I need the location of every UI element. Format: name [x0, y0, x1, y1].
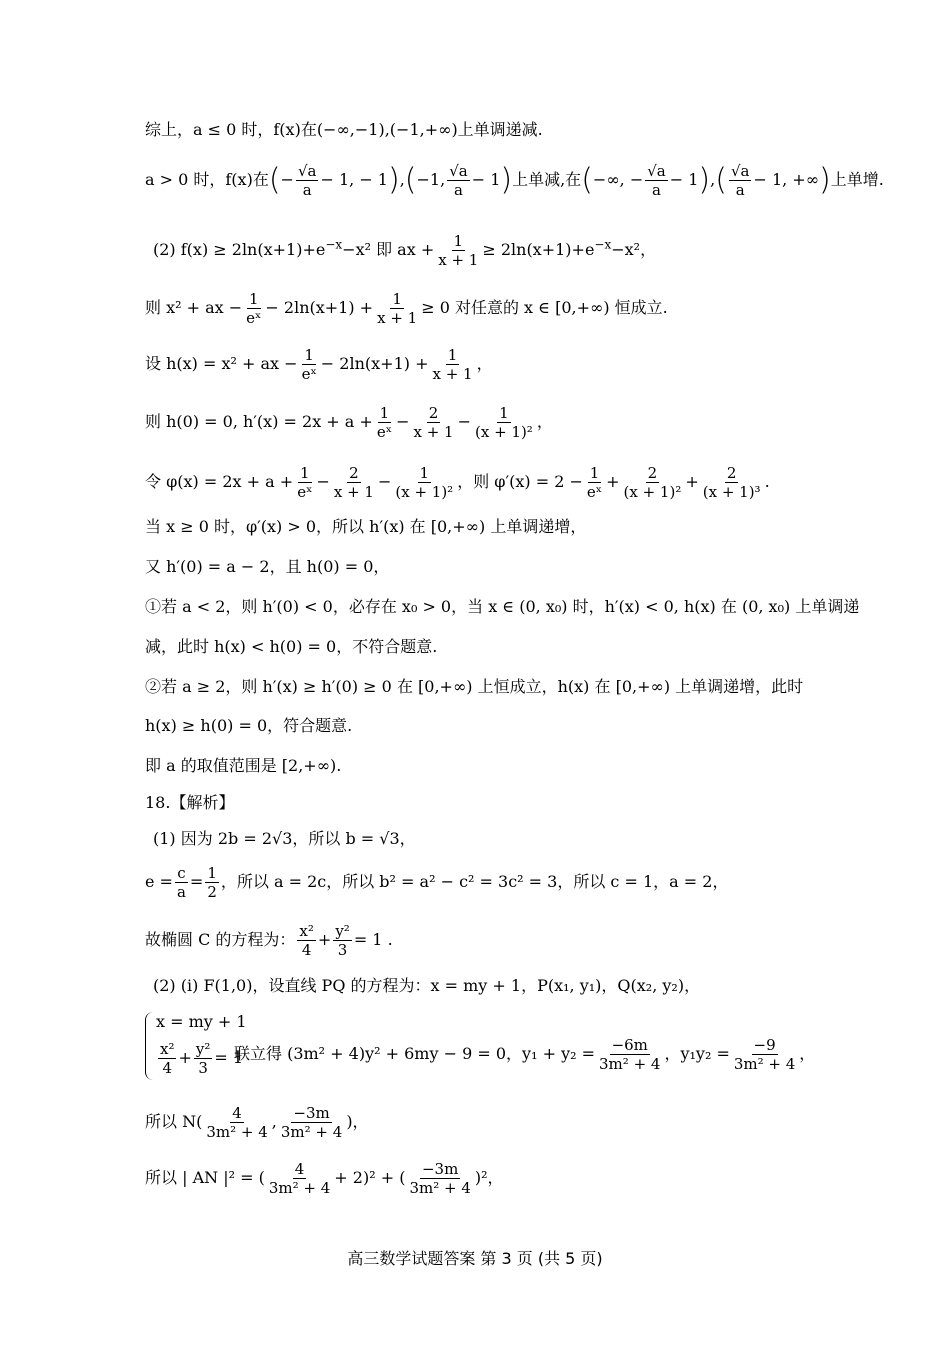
- line-range-result: 即 a 的取值范围是 [2,+∞).: [145, 756, 342, 775]
- line-summary-decreasing: 综上，a ≤ 0 时，f(x)在(−∞,−1),(−1,+∞)上单调递减.: [145, 120, 543, 139]
- text: 则 h(0) = 0, h′(x) = 2x + a +: [145, 412, 373, 431]
- fraction: $\frac{2}{x + 1}$: [413, 404, 454, 441]
- text: 则 x² + ax −: [145, 298, 243, 317]
- line-h-derivative: [145, 404, 553, 441]
- line-case-a-less-2: ①若 a < 2，则 h′(0) < 0，必存在 x₀ > 0，当 x ∈ (0, x₀) 时，h′(x) < 0, h(x) 在 (0, x₀) 上单调递: [145, 597, 860, 616]
- fraction: $\frac{-3m}{\text{3m² + 4}}$: [409, 1160, 471, 1197]
- text: +: [685, 472, 699, 491]
- line-a-positive-monotonic: a > 0 时，f(x)在(− $\frac{√a}{a}$ − 1, − 1),(−1, $\frac{√a}{a}$ − 1)上单减,在(−∞, − $\frac{√a}{a}$ − 1),( $\frac{√a}{a}$ − 1, +∞)上单增.: [145, 162, 884, 199]
- line-18-part2-i: (2) (i) F(1,0)，设直线 PQ 的方程为：x = my + 1，P(x₁, y₁)，Q(x₂, y₂)，: [153, 976, 701, 995]
- text: +: [317, 930, 332, 949]
- system-line-1: x = my + 1: [156, 1012, 247, 1031]
- text: e =: [145, 872, 173, 891]
- text: ，y₁y₂ =: [664, 1044, 730, 1063]
- text: −: [316, 472, 330, 491]
- text: =: [189, 872, 204, 891]
- text: = 1 .: [353, 930, 393, 949]
- text: ，则 φ′(x) = 2 −: [457, 472, 583, 491]
- fraction: $\frac{1}{\text{eˣ}}$: [376, 404, 393, 441]
- text: ,: [271, 1112, 277, 1131]
- text: 令 φ(x) = 2x + a +: [145, 472, 294, 491]
- fraction: $\frac{-6m}{\text{3m² + 4}}$: [599, 1036, 661, 1073]
- text: − 1: [669, 170, 699, 189]
- text: −x² 即 ax +: [342, 240, 435, 259]
- text: )，: [346, 1112, 369, 1131]
- fraction: $\frac{1}{\text{(x + 1)²}}$: [474, 404, 533, 441]
- line-case2-conclusion: h(x) ≥ h(0) = 0，符合题意.: [145, 716, 353, 735]
- line-case1-conclusion: 减，此时 h(x) < h(0) = 0，不符合题意.: [145, 637, 438, 656]
- text: .: [764, 472, 770, 491]
- system-line-2: [156, 1040, 243, 1077]
- line-h-prime-zero: 又 h′(0) = a − 2，且 h(0) = 0，: [145, 557, 390, 576]
- text: −: [396, 412, 410, 431]
- fraction: $\frac{2}{x + 1}$: [333, 464, 374, 501]
- line-point-n: [145, 1104, 369, 1141]
- fraction: $\frac{4}{\text{3m² + 4}}$: [206, 1104, 268, 1141]
- fraction: $\frac{4}{\text{3m² + 4}}$: [268, 1160, 331, 1197]
- fraction: $\frac{-3m}{\text{3m² + 4}}$: [280, 1104, 343, 1141]
- text: −1,: [416, 170, 446, 189]
- fraction: $\frac{2}{\text{(x + 1)³}}$: [702, 464, 761, 501]
- fraction: $\frac{√a}{a}$: [647, 162, 666, 199]
- text: −x²，: [611, 240, 657, 259]
- text: 联立得 (3m² + 4)y² + 6my − 9 = 0，y₁ + y₂ =: [234, 1044, 596, 1063]
- fraction: $\frac{\text{x²}}{4}$: [299, 922, 314, 959]
- line-vieta: [234, 1036, 815, 1073]
- line-18-part1: (1) 因为 2b = 2√3，所以 b = √3，: [153, 829, 416, 848]
- text: 设 h(x) = x² + ax −: [145, 354, 298, 373]
- text: ，: [476, 354, 493, 373]
- line-define-phi: [145, 464, 770, 501]
- line-ellipse-equation: [145, 922, 393, 959]
- line-for-all-x: [145, 290, 668, 327]
- text: + 2)² + (: [334, 1168, 406, 1187]
- text: = 1: [214, 1048, 244, 1067]
- fraction: $\frac{1}{x + 1}$: [438, 232, 479, 269]
- text: − 1, +∞: [753, 170, 820, 189]
- text: 所以 N(: [145, 1112, 203, 1131]
- fraction: $\frac{1}{\text{eˣ}}$: [246, 290, 262, 327]
- line-define-h: [145, 346, 493, 383]
- fraction: $\frac{1}{\text{eˣ}}$: [586, 464, 603, 501]
- text: −: [280, 170, 294, 189]
- text: +: [178, 1048, 192, 1067]
- line-part2-inequality: [153, 232, 656, 269]
- text: −: [377, 472, 392, 491]
- text: (2) f(x) ≥ 2ln(x+1)+e: [153, 240, 326, 259]
- text: −: [457, 412, 471, 431]
- text: − 2ln(x+1) +: [265, 298, 374, 317]
- text: ，所以 a = 2c，所以 b² = a² − c² = 3c² = 3，所以 c = 1，a = 2，: [220, 872, 729, 891]
- line-eccentricity: [145, 864, 728, 901]
- fraction: $\frac{1}{2}$: [207, 864, 217, 901]
- fraction: $\frac{√a}{a}$: [730, 162, 750, 199]
- text: − 2ln(x+1) +: [320, 354, 429, 373]
- text: )²，: [474, 1168, 504, 1187]
- fraction: $\frac{√a}{a}$: [297, 162, 317, 199]
- text: +: [606, 472, 620, 491]
- fraction: $\frac{\text{x²}}{4}$: [160, 1040, 175, 1077]
- fraction: $\frac{\text{y²}}{3}$: [335, 922, 350, 959]
- page-footer: 高三数学试题答案 第 3 页 (共 5 页): [347, 1249, 603, 1268]
- line-phi-positive: 当 x ≥ 0 时，φ′(x) > 0，所以 h′(x) 在 [0,+∞) 上单调递增，: [145, 517, 587, 536]
- fraction: $\frac{1}{\text{eˣ}}$: [301, 346, 317, 383]
- line-an-squared: [145, 1160, 504, 1197]
- section-18-heading: 18.【解析】: [145, 793, 235, 812]
- fraction: $\frac{c}{a}$: [176, 864, 186, 901]
- text: − 1: [471, 170, 501, 189]
- text: 所以 | AN |² = (: [145, 1168, 265, 1187]
- text: ，: [799, 1044, 816, 1063]
- text: −x: [325, 237, 343, 252]
- fraction: $\frac{2}{\text{(x + 1)²}}$: [623, 464, 682, 501]
- fraction: $\frac{1}{x + 1}$: [432, 346, 473, 383]
- text: ≥ 2ln(x+1)+e: [482, 240, 595, 259]
- text: 上单增.: [830, 170, 884, 189]
- text: − 1, − 1: [320, 170, 388, 189]
- fraction: $\frac{1}{\text{(x + 1)²}}$: [395, 464, 454, 501]
- text: 上单减,在: [512, 170, 582, 189]
- text: −∞, −: [592, 170, 644, 189]
- fraction: $\frac{√a}{a}$: [449, 162, 468, 199]
- fraction: $\frac{1}{\text{eˣ}}$: [297, 464, 313, 501]
- fraction: $\frac{1}{x + 1}$: [377, 290, 418, 327]
- text: a > 0 时，f(x)在: [145, 170, 269, 189]
- fraction: $\frac{-9}{\text{3m² + 4}}$: [733, 1036, 796, 1073]
- text: 故椭圆 C 的方程为：: [145, 930, 296, 949]
- text: −x: [594, 237, 612, 252]
- system-brace: [145, 1012, 154, 1080]
- text: ，: [536, 412, 553, 431]
- text: ≥ 0 对任意的 x ∈ [0,+∞) 恒成立.: [421, 298, 668, 317]
- line-case-a-ge-2: ②若 a ≥ 2，则 h′(x) ≥ h′(0) ≥ 0 在 [0,+∞) 上恒成立，h(x) 在 [0,+∞) 上单调递增，此时: [145, 677, 804, 696]
- fraction: $\frac{\text{y²}}{3}$: [195, 1040, 211, 1077]
